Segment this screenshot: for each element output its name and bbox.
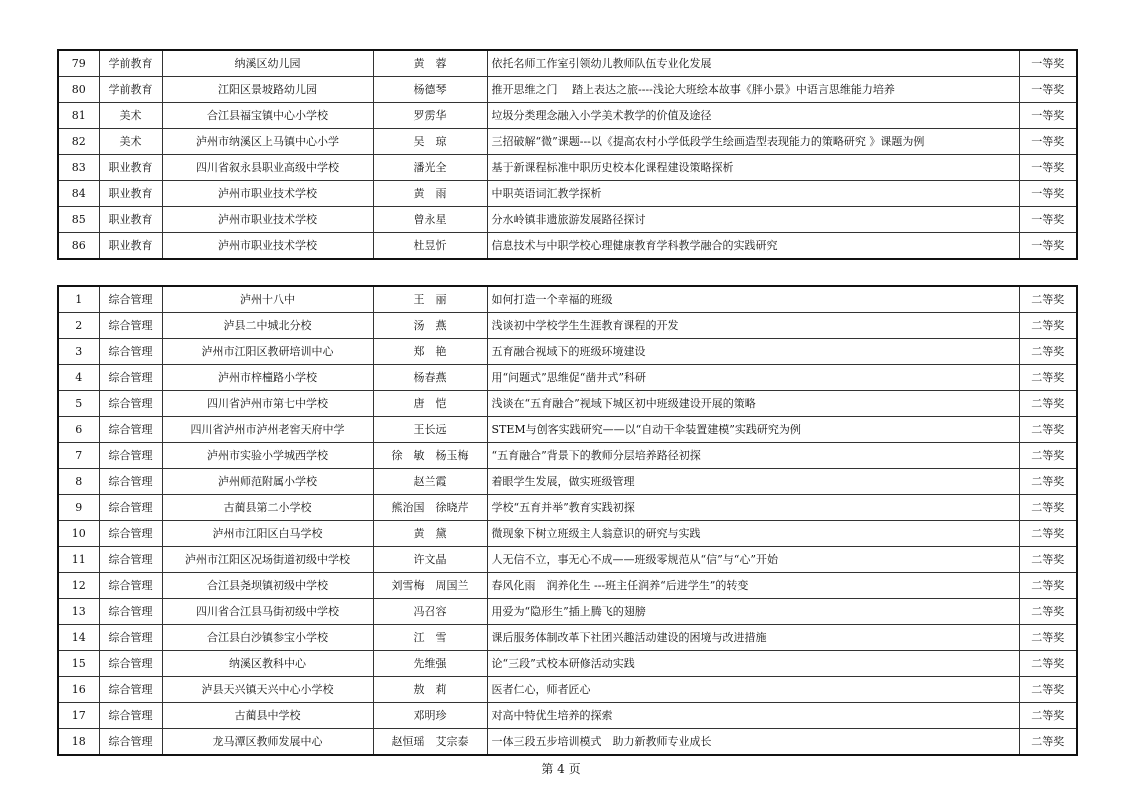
award-cell: 二等奖 [1019, 521, 1077, 547]
table-row [58, 365, 1077, 391]
author-cell: 罗雳华 [373, 103, 487, 129]
author-cell: 徐 敏 杨玉梅 [373, 443, 487, 469]
author-cell: 汤 燕 [373, 313, 487, 339]
table-row [58, 547, 1077, 573]
award-cell: 一等奖 [1019, 103, 1077, 129]
table-row [58, 155, 1077, 181]
category-cell: 综合管理 [99, 286, 162, 313]
author-cell: 黄 雨 [373, 181, 487, 207]
paper-title-cell: 论“三段”式校本研修活动实践 [487, 651, 1019, 677]
category-cell: 综合管理 [99, 703, 162, 729]
award-cell: 二等奖 [1019, 547, 1077, 573]
school-cell: 泸州市职业技术学校 [162, 181, 373, 207]
paper-title-cell: 对高中特优生培养的探索 [487, 703, 1019, 729]
table-row [58, 286, 1077, 313]
table-row [58, 677, 1077, 703]
paper-title-cell: 垃圾分类理念融入小学美术教学的价值及途径 [487, 103, 1019, 129]
award-cell: 二等奖 [1019, 313, 1077, 339]
school-cell: 合江县尧坝镇初级中学校 [162, 573, 373, 599]
row-number-cell: 15 [58, 651, 99, 677]
row-number-cell: 8 [58, 469, 99, 495]
paper-title-cell: 浅谈初中学校学生生涯教育课程的开发 [487, 313, 1019, 339]
paper-title-cell: 用爱为“隐形生”插上腾飞的翅膀 [487, 599, 1019, 625]
author-cell: 唐 恺 [373, 391, 487, 417]
award-cell: 一等奖 [1019, 181, 1077, 207]
school-cell: 泸州师范附属小学校 [162, 469, 373, 495]
school-cell: 泸州十八中 [162, 286, 373, 313]
paper-title-cell: 医者仁心，师者匠心 [487, 677, 1019, 703]
award-cell: 二等奖 [1019, 339, 1077, 365]
row-number-cell: 7 [58, 443, 99, 469]
table-row [58, 443, 1077, 469]
row-number-cell: 4 [58, 365, 99, 391]
school-cell: 泸州市梓橦路小学校 [162, 365, 373, 391]
category-cell: 综合管理 [99, 469, 162, 495]
school-cell: 纳溪区幼儿园 [162, 50, 373, 77]
row-number-cell: 12 [58, 573, 99, 599]
category-cell: 职业教育 [99, 207, 162, 233]
paper-title-cell: 如何打造一个幸福的班级 [487, 286, 1019, 313]
row-number-cell: 1 [58, 286, 99, 313]
author-cell: 曾永星 [373, 207, 487, 233]
category-cell: 综合管理 [99, 547, 162, 573]
row-number-cell: 84 [58, 181, 99, 207]
table-row [58, 703, 1077, 729]
school-cell: 泸州市江阳区况场街道初级中学校 [162, 547, 373, 573]
category-cell: 学前教育 [99, 77, 162, 103]
author-cell: 杨春燕 [373, 365, 487, 391]
award-table-second-prize [57, 285, 1078, 756]
category-cell: 职业教育 [99, 233, 162, 260]
row-number-cell: 83 [58, 155, 99, 181]
award-cell: 一等奖 [1019, 129, 1077, 155]
school-cell: 纳溪区教科中心 [162, 651, 373, 677]
row-number-cell: 16 [58, 677, 99, 703]
author-cell: 刘雪梅 周国兰 [373, 573, 487, 599]
row-number-cell: 2 [58, 313, 99, 339]
author-cell: 杜昱忻 [373, 233, 487, 260]
category-cell: 综合管理 [99, 651, 162, 677]
school-cell: 四川省叙永县职业高级中学校 [162, 155, 373, 181]
table-row [58, 339, 1077, 365]
school-cell: 泸州市江阳区白马学校 [162, 521, 373, 547]
award-cell: 二等奖 [1019, 677, 1077, 703]
award-cell: 二等奖 [1019, 651, 1077, 677]
category-cell: 美术 [99, 129, 162, 155]
table-row [58, 729, 1077, 756]
paper-title-cell: 微现象下树立班级主人翁意识的研究与实践 [487, 521, 1019, 547]
school-cell: 泸州市职业技术学校 [162, 233, 373, 260]
row-number-cell: 17 [58, 703, 99, 729]
school-cell: 古蔺县中学校 [162, 703, 373, 729]
school-cell: 泸州市江阳区教研培训中心 [162, 339, 373, 365]
author-cell: 冯召容 [373, 599, 487, 625]
row-number-cell: 81 [58, 103, 99, 129]
author-cell: 黄 蓉 [373, 50, 487, 77]
author-cell: 邓明珍 [373, 703, 487, 729]
table-row [58, 77, 1077, 103]
paper-title-cell: 人无信不立，事无心不成——班级零规范从“信”与“心”开始 [487, 547, 1019, 573]
paper-title-cell: 三招破解“微”课题---以《提高农村小学低段学生绘画造型表现能力的策略研究 》课题为例 [487, 129, 1019, 155]
author-cell: 赵兰霞 [373, 469, 487, 495]
category-cell: 综合管理 [99, 677, 162, 703]
paper-title-cell: 用“问题式”思维促“凿井式”科研 [487, 365, 1019, 391]
table-row [58, 129, 1077, 155]
author-cell: 郑 艳 [373, 339, 487, 365]
category-cell: 综合管理 [99, 365, 162, 391]
author-cell: 王长远 [373, 417, 487, 443]
author-cell: 潘光全 [373, 155, 487, 181]
award-cell: 二等奖 [1019, 365, 1077, 391]
paper-title-cell: 分水岭镇非遗旅游发展路径探讨 [487, 207, 1019, 233]
table-row [58, 651, 1077, 677]
author-cell: 黄 黛 [373, 521, 487, 547]
category-cell: 综合管理 [99, 495, 162, 521]
school-cell: 泸州市实验小学城西学校 [162, 443, 373, 469]
category-cell: 综合管理 [99, 417, 162, 443]
table-row [58, 313, 1077, 339]
category-cell: 职业教育 [99, 181, 162, 207]
school-cell: 龙马潭区教师发展中心 [162, 729, 373, 756]
category-cell: 综合管理 [99, 573, 162, 599]
paper-title-cell: 一体三段五步培训模式 助力新教师专业成长 [487, 729, 1019, 756]
school-cell: 四川省泸州市泸州老窖天府中学 [162, 417, 373, 443]
category-cell: 综合管理 [99, 599, 162, 625]
category-cell: 综合管理 [99, 625, 162, 651]
award-cell: 二等奖 [1019, 286, 1077, 313]
category-cell: 学前教育 [99, 50, 162, 77]
table-row [58, 469, 1077, 495]
paper-title-cell: 春风化雨 润养化生 ---班主任润养“后进学生”的转变 [487, 573, 1019, 599]
award-cell: 一等奖 [1019, 77, 1077, 103]
category-cell: 综合管理 [99, 443, 162, 469]
category-cell: 综合管理 [99, 339, 162, 365]
paper-title-cell: 中职英语词汇教学探析 [487, 181, 1019, 207]
award-cell: 一等奖 [1019, 50, 1077, 77]
author-cell: 敖 莉 [373, 677, 487, 703]
author-cell: 江 雪 [373, 625, 487, 651]
author-cell: 先维强 [373, 651, 487, 677]
category-cell: 综合管理 [99, 729, 162, 756]
school-cell: 合江县福宝镇中心小学校 [162, 103, 373, 129]
table-row [58, 207, 1077, 233]
table-row [58, 233, 1077, 260]
paper-title-cell: 推开思维之门 踏上表达之旅----浅论大班绘本故事《胖小景》中语言思维能力培养 [487, 77, 1019, 103]
category-cell: 职业教育 [99, 155, 162, 181]
category-cell: 综合管理 [99, 313, 162, 339]
award-cell: 二等奖 [1019, 469, 1077, 495]
award-cell: 一等奖 [1019, 233, 1077, 260]
table-row [58, 417, 1077, 443]
award-cell: 二等奖 [1019, 703, 1077, 729]
paper-title-cell: 基于新课程标准中职历史校本化课程建设策略探析 [487, 155, 1019, 181]
award-cell: 二等奖 [1019, 625, 1077, 651]
row-number-cell: 14 [58, 625, 99, 651]
paper-title-cell: 着眼学生发展，做实班级管理 [487, 469, 1019, 495]
school-cell: 泸县天兴镇天兴中心小学校 [162, 677, 373, 703]
row-number-cell: 11 [58, 547, 99, 573]
table-row [58, 495, 1077, 521]
award-cell: 二等奖 [1019, 599, 1077, 625]
category-cell: 综合管理 [99, 521, 162, 547]
row-number-cell: 3 [58, 339, 99, 365]
award-cell: 二等奖 [1019, 417, 1077, 443]
table-row [58, 103, 1077, 129]
author-cell: 杨德琴 [373, 77, 487, 103]
award-table-first-prize [57, 49, 1078, 260]
award-cell: 一等奖 [1019, 155, 1077, 181]
school-cell: 泸州市纳溪区上马镇中心小学 [162, 129, 373, 155]
paper-title-cell: “五育融合”背景下的教师分层培养路径初探 [487, 443, 1019, 469]
author-cell: 吴 琼 [373, 129, 487, 155]
school-cell: 四川省合江县马街初级中学校 [162, 599, 373, 625]
author-cell: 赵恒瑶 艾宗泰 [373, 729, 487, 756]
paper-title-cell: 浅谈在“五育融合”视域下城区初中班级建设开展的策略 [487, 391, 1019, 417]
row-number-cell: 9 [58, 495, 99, 521]
table-row [58, 573, 1077, 599]
school-cell: 四川省泸州市第七中学校 [162, 391, 373, 417]
author-cell: 王 丽 [373, 286, 487, 313]
author-cell: 熊治国 徐晓芹 [373, 495, 487, 521]
table-row [58, 521, 1077, 547]
author-cell: 许文晶 [373, 547, 487, 573]
award-cell: 二等奖 [1019, 443, 1077, 469]
table-row [58, 181, 1077, 207]
row-number-cell: 6 [58, 417, 99, 443]
school-cell: 泸州市职业技术学校 [162, 207, 373, 233]
school-cell: 古蔺县第二小学校 [162, 495, 373, 521]
award-cell: 二等奖 [1019, 391, 1077, 417]
paper-title-cell: 信息技术与中职学校心理健康教育学科教学融合的实践研究 [487, 233, 1019, 260]
row-number-cell: 18 [58, 729, 99, 756]
row-number-cell: 80 [58, 77, 99, 103]
table-row [58, 50, 1077, 77]
paper-title-cell: 五育融合视域下的班级环境建设 [487, 339, 1019, 365]
row-number-cell: 79 [58, 50, 99, 77]
paper-title-cell: 学校“五育并举”教育实践初探 [487, 495, 1019, 521]
row-number-cell: 10 [58, 521, 99, 547]
school-cell: 合江县白沙镇参宝小学校 [162, 625, 373, 651]
row-number-cell: 85 [58, 207, 99, 233]
page-number: 第 4 页 [541, 762, 581, 776]
award-cell: 二等奖 [1019, 495, 1077, 521]
school-cell: 泸县二中城北分校 [162, 313, 373, 339]
paper-title-cell: 课后服务体制改革下社团兴趣活动建设的困境与改进措施 [487, 625, 1019, 651]
row-number-cell: 13 [58, 599, 99, 625]
paper-title-cell: 依托名师工作室引领幼儿教师队伍专业化发展 [487, 50, 1019, 77]
row-number-cell: 82 [58, 129, 99, 155]
table-row [58, 599, 1077, 625]
table-row [58, 391, 1077, 417]
category-cell: 综合管理 [99, 391, 162, 417]
award-cell: 二等奖 [1019, 729, 1077, 756]
award-cell: 一等奖 [1019, 207, 1077, 233]
school-cell: 江阳区景坡路幼儿园 [162, 77, 373, 103]
row-number-cell: 5 [58, 391, 99, 417]
table-row [58, 625, 1077, 651]
paper-title-cell: STEM与创客实践研究——以“自动干伞装置建模”实践研究为例 [487, 417, 1019, 443]
award-cell: 二等奖 [1019, 573, 1077, 599]
category-cell: 美术 [99, 103, 162, 129]
row-number-cell: 86 [58, 233, 99, 260]
